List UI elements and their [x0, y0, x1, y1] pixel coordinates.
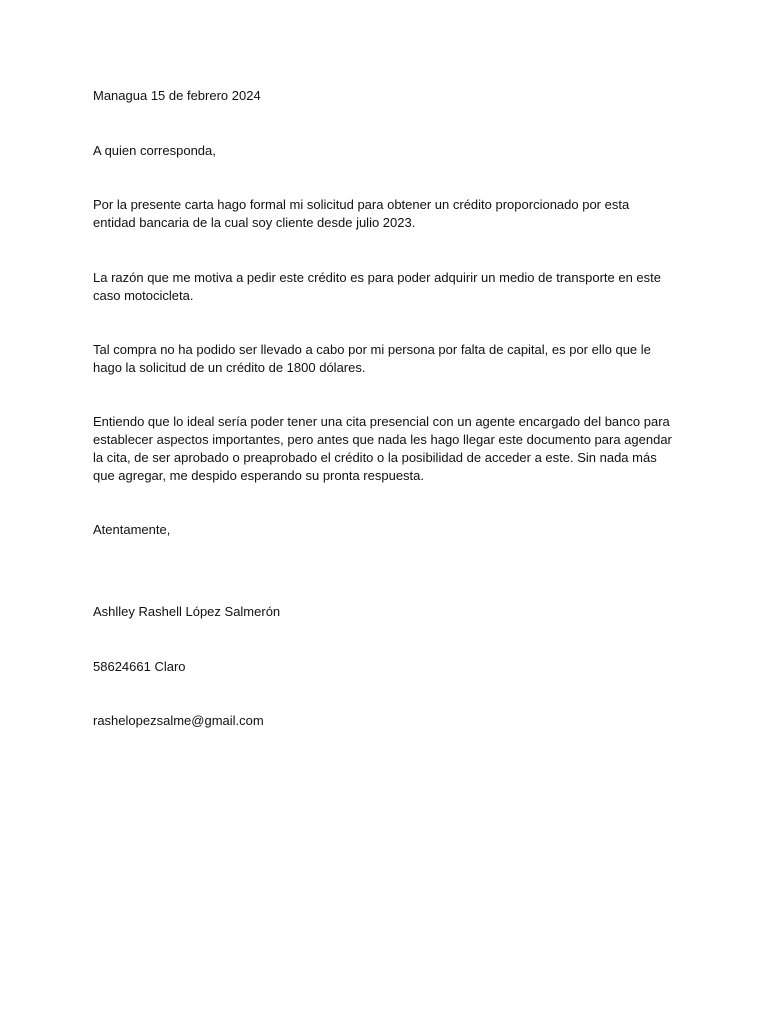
signature-name: Ashlley Rashell López Salmerón	[93, 604, 281, 619]
letter-greeting: A quien corresponda,	[93, 143, 216, 158]
paragraph-line: entidad bancaria de la cual soy cliente desde julio 2023.	[93, 215, 416, 230]
paragraph-line: caso motocicleta.	[93, 288, 194, 303]
paragraph-line: hago la solicitud de un crédito de 1800 dólares.	[93, 360, 366, 375]
paragraph-credit-request	[93, 196, 671, 232]
paragraph-credit-reason	[93, 269, 671, 305]
paragraph-line: Por la presente carta hago formal mi solicitud para obtener un crédito proporcionado por esta	[93, 197, 630, 212]
paragraph-appointment-request	[93, 413, 671, 485]
paragraph-line: que agregar, me despido esperando su pronta respuesta.	[93, 468, 425, 483]
contact-phone: 58624661 Claro	[93, 659, 186, 674]
contact-email: rashelopezsalme@gmail.com	[93, 713, 264, 728]
letter-closing: Atentamente,	[93, 522, 171, 537]
paragraph-credit-amount	[93, 341, 671, 377]
paragraph-line: La razón que me motiva a pedir este crédito es para poder adquirir un medio de transporte en este	[93, 270, 662, 285]
paragraph-line: establecer aspectos importantes, pero antes que nada les hago llegar este documento para agendar	[93, 432, 672, 447]
paragraph-line: Entiendo que lo ideal sería poder tener una cita presencial con un agente encargado del banco para	[93, 414, 670, 429]
letter-date: Managua 15 de febrero 2024	[93, 88, 261, 103]
paragraph-line: Tal compra no ha podido ser llevado a cabo por mi persona por falta de capital, es por ello que le	[93, 342, 651, 357]
paragraph-line: la cita, de ser aprobado o preaprobado el crédito o la posibilidad de acceder a este. Sin nada más	[93, 450, 657, 465]
